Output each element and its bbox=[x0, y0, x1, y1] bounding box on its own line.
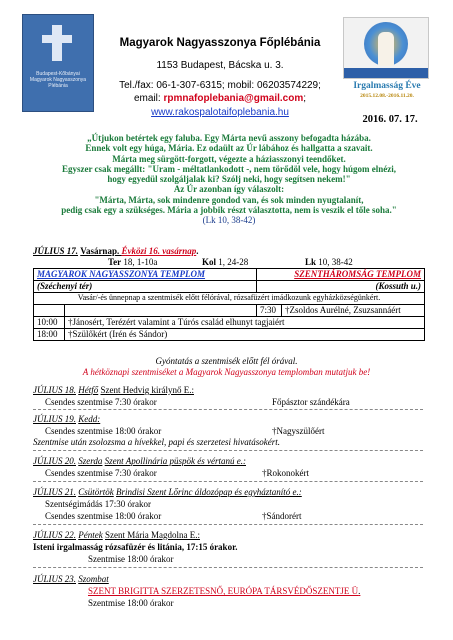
extra-note: Szentmise után zsolozsma a hívekkel, papi és szerzetesi hivatásokért. bbox=[33, 437, 280, 447]
day-date: JÚLIUS 22. bbox=[33, 530, 76, 540]
reading-ref: 10, 38-42 bbox=[318, 257, 353, 267]
reading-ref: 18, 1-10a bbox=[123, 257, 158, 267]
jubilee-title: Irgalmasság Éve bbox=[353, 81, 421, 91]
quote-line: pedig csak egy a szükséges. Mária a jobbik részt választotta, nem is veszik el tőle soha." bbox=[61, 205, 397, 216]
jubilee-logo bbox=[343, 17, 429, 79]
mass-intention: †Nagyszülőért bbox=[272, 426, 325, 436]
mass-line: Szentségimádás 17:30 órakor bbox=[45, 499, 151, 509]
day-heading bbox=[33, 456, 246, 466]
divider bbox=[33, 481, 423, 482]
divider bbox=[33, 450, 423, 451]
feast-line bbox=[88, 586, 360, 596]
mass-time: 10:00 bbox=[34, 317, 65, 329]
bulletin-date: 2016. 07. 17. bbox=[362, 114, 418, 125]
table-row bbox=[34, 269, 425, 281]
day-weekday: Kedd: bbox=[78, 414, 101, 424]
table-row bbox=[34, 293, 425, 305]
mass-time bbox=[34, 305, 65, 317]
reading-ref: 1, 24-28 bbox=[218, 257, 249, 267]
sunday-feast-end: . bbox=[196, 246, 199, 256]
divider bbox=[33, 567, 423, 568]
church-left-name: MAGYAROK NAGYASSZONYA TEMPLOM bbox=[34, 269, 257, 281]
website-link[interactable]: www.rakospalotaifoplebania.hu bbox=[151, 107, 289, 118]
day-heading bbox=[33, 414, 100, 424]
reading-2 bbox=[202, 257, 248, 267]
reading-1 bbox=[108, 257, 157, 267]
quote-line: „Útjukon betértek egy faluba. Egy Márta nevű asszony befogadta házába. bbox=[87, 133, 371, 143]
church-left-location: (Széchenyi tér) bbox=[34, 281, 257, 293]
sunday-weekday: Vasárnap. bbox=[80, 246, 122, 256]
quote-line: hogy egyedül szolgáljalak ki? Szólj neki, hogy segítsen nekem!" bbox=[107, 174, 351, 185]
quote-line: Márta meg sürgött-forgott, végezte a háziasszonyi teendőket. bbox=[112, 153, 346, 164]
mass-line: Csendes szentmise 7:30 órakor bbox=[45, 397, 157, 407]
day-weekday: Hétfő bbox=[78, 385, 99, 395]
rosary-line: Isteni irgalmasság rózsafüzér és litánia, 17:15 órakor. bbox=[33, 542, 238, 552]
parish-title: Magyarok Nagyasszonya Főplébánia bbox=[119, 37, 321, 49]
divider bbox=[33, 524, 423, 525]
day-feast: Szent Hedvig királynő E.: bbox=[100, 385, 194, 395]
mass-line: Szentmise 18:00 órakor bbox=[88, 554, 174, 564]
parish-logo-text: Budapest-Kőbányai Magyarok Nagyasszonya Plébánia bbox=[29, 71, 87, 89]
table-row bbox=[34, 329, 425, 341]
sunday-heading bbox=[33, 246, 198, 256]
email-suffix: ; bbox=[303, 93, 306, 104]
church-right-name: SZENTHÁROMSÁG TEMPLOM bbox=[257, 269, 425, 281]
table-row bbox=[34, 281, 425, 293]
day-date: JÚLIUS 23. bbox=[33, 574, 76, 584]
mass-intention: †Sándorért bbox=[262, 511, 302, 521]
gospel-quote bbox=[40, 133, 418, 226]
email-prefix: email: bbox=[133, 93, 164, 104]
day-feast: Szent Apollinária püspök és vértanú e.: bbox=[104, 456, 246, 466]
mass-intention: Főpásztor szándékára bbox=[272, 397, 350, 407]
quote-line: Ennek volt egy húga, Mária. Ez odaült az Úr lábához és hallgatta a szavait. bbox=[85, 143, 373, 154]
sunday-date: JÚLIUS 17. bbox=[33, 246, 79, 256]
quote-reference: (Lk 10, 38-42) bbox=[202, 215, 256, 226]
quote-line: "Márta, Márta, sok mindenre gondod van, és sok minden nyugtalanít, bbox=[94, 194, 364, 205]
mass-time: 7:30 bbox=[257, 305, 282, 317]
quote-line: Az Úr azonban így válaszolt: bbox=[173, 184, 285, 195]
parish-email-line bbox=[100, 93, 340, 104]
day-weekday: Csütörtök bbox=[78, 487, 114, 497]
day-date: JÚLIUS 18. bbox=[33, 385, 76, 395]
weekday-mass-note: A hétköznapi szentmiséket a Magyarok Nagyasszonya templomban mutatjuk be! bbox=[82, 367, 371, 377]
mass-intention bbox=[65, 305, 257, 317]
mass-intention: †Szülőkért (Irén és Sándor) bbox=[65, 329, 425, 341]
reading-label: Lk bbox=[305, 257, 317, 267]
sunday-feast: Évközi 16. vasárnap bbox=[121, 246, 197, 256]
day-feast: Brindisi Szent Lőrinc áldozópap és egyháztanító e.: bbox=[116, 487, 302, 497]
mass-intention: †Zsoldos Aurélné, Zsuzsannáért bbox=[282, 305, 425, 317]
day-heading bbox=[33, 385, 194, 395]
shepherd-figure-icon bbox=[378, 32, 394, 66]
parish-logo bbox=[22, 14, 94, 112]
mass-intention: †Jánosért, Terézért valamint a Túrós család elhunyt tagjaiért bbox=[65, 317, 425, 329]
day-date: JÚLIUS 19. bbox=[33, 414, 76, 424]
jubilee-dates: 2015.12.08.-2016.11.20. bbox=[360, 93, 414, 99]
day-heading bbox=[33, 530, 200, 540]
parish-address: 1153 Budapest, Bácska u. 3. bbox=[156, 60, 284, 71]
feast-name: SZENT BRIGITTA SZERZETESNŐ, EURÓPA TÁRSVÉDŐSZENTJE Ü bbox=[88, 586, 359, 596]
mass-line: Csendes szentmise 18:00 órakor bbox=[45, 511, 162, 521]
mass-line: Csendes szentmise 18:00 órakor bbox=[45, 426, 162, 436]
jubilee-band bbox=[344, 68, 428, 78]
parish-phone: Tel./fax: 06-1-307-6315; mobil: 06203574229; bbox=[119, 80, 321, 91]
day-heading bbox=[33, 574, 109, 584]
mass-intention: †Rokonokért bbox=[262, 468, 309, 478]
mass-line: Csendes szentmise 7:30 órakor bbox=[45, 468, 157, 478]
rosary-notice: Vasár/-és ünnepnap a szentmisék előtt félórával, rózsafüzért imádkozunk egyházközségünkért. bbox=[34, 293, 425, 305]
sunday-mass-table bbox=[33, 268, 425, 341]
reading-3 bbox=[305, 257, 353, 267]
day-heading bbox=[33, 487, 302, 497]
day-date: JÚLIUS 20. bbox=[33, 456, 76, 466]
mass-time: 18:00 bbox=[34, 329, 65, 341]
table-row bbox=[34, 317, 425, 329]
reading-label: Kol bbox=[202, 257, 217, 267]
cross-icon bbox=[52, 25, 62, 61]
day-date: JÚLIUS 21. bbox=[33, 487, 76, 497]
confession-note: Gyóntatás a szentmisék előtt fél órával. bbox=[155, 356, 298, 366]
day-weekday: Szerda bbox=[78, 456, 103, 466]
feast-end: . bbox=[358, 586, 361, 596]
email-link[interactable]: rpmnafoplebania@gmail.com bbox=[163, 93, 304, 104]
day-weekday: Péntek bbox=[78, 530, 103, 540]
day-feast: Szent Mária Magdolna E.: bbox=[104, 530, 200, 540]
church-right-location: (Kossuth u.) bbox=[257, 281, 425, 293]
table-row bbox=[34, 305, 425, 317]
day-weekday: Szombat bbox=[78, 574, 109, 584]
divider bbox=[33, 409, 423, 410]
reading-label: Ter bbox=[108, 257, 122, 267]
quote-line: Egyszer csak megállt: "Uram - méltatlankodott -, nem törődöl vele, hogy húgom elnézi, bbox=[61, 163, 397, 174]
mass-line: Szentmise 18:00 órakor bbox=[88, 598, 174, 608]
